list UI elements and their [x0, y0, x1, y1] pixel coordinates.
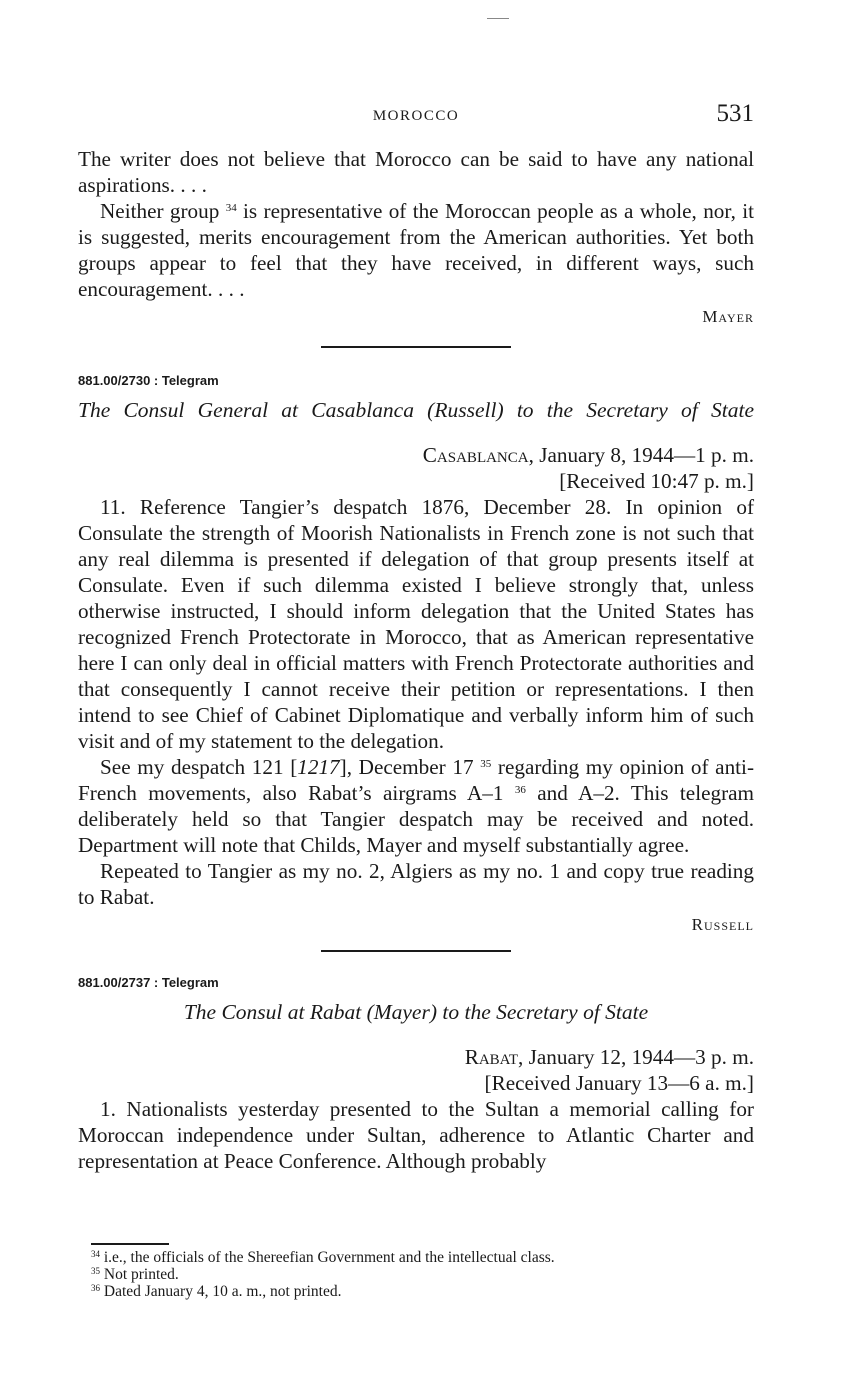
footnote-ref: 35: [480, 758, 492, 770]
footnote-divider: [91, 1243, 169, 1245]
section-divider: [321, 346, 511, 348]
signature: Russell: [691, 915, 754, 934]
footnote: [91, 1249, 754, 1266]
title-text: ) to the Secretary of State: [429, 1000, 649, 1024]
received-line: [Received 10:47 p. m.]: [559, 469, 754, 493]
footnote: [91, 1266, 754, 1283]
footnote-mark: 34: [91, 1249, 100, 1259]
dateline: [78, 442, 754, 468]
footnote-text: Not printed.: [103, 1266, 179, 1283]
title-text: The Consul at Rabat (: [183, 1000, 374, 1024]
section-divider: [321, 950, 511, 952]
paragraph: The writer does not believe that Morocco can be said to have any national aspirations. . . .: [78, 147, 754, 197]
text-run: Neither group: [100, 199, 220, 223]
title-text: ) to the Secretary of State: [496, 398, 754, 422]
footnote-ref: 36: [514, 784, 526, 796]
page-number: 531: [716, 100, 754, 127]
document-title: [78, 396, 754, 424]
signature: Mayer: [702, 307, 754, 326]
text-run: ], December 17: [339, 755, 474, 779]
title-text: The Consul General at Casablanca (: [78, 398, 435, 422]
file-number: 881.00/2730 : Telegram: [78, 373, 219, 388]
dateline-place: Rabat,: [464, 1045, 524, 1069]
running-title: MOROCCO: [372, 108, 460, 124]
paragraph: Repeated to Tangier as my no. 2, Algiers as my no. 1 and copy true reading to Rabat.: [78, 859, 754, 909]
italic-text: 1217: [297, 755, 340, 779]
paragraph: [78, 198, 754, 302]
top-edge-mark: [487, 18, 509, 19]
footnote-mark: 35: [91, 1266, 100, 1276]
title-name: Russell: [434, 398, 497, 422]
file-number: 881.00/2737 : Telegram: [78, 975, 219, 990]
footnote: [91, 1283, 754, 1300]
paragraph: 11. Reference Tangier’s despatch 1876, December 28. In opinion of Consulate the strength of Moorish Nationalists in French zone is not such that any real dilemma is presented if delegation of that group presents itself at Consulate. Even if such dilemma existed I believe strongly that, unless otherwise instructed, I should inform delegation that the United States has recognized French Protectorate in Morocco, that as American representative here I can only deal in official matters with French Protectorate authorities and that consequently I cannot receive their petition or representations. I then intend to see Chief of Cabinet Diplomatique and verbally inform him of such visit and of my statement to the delegation.: [78, 495, 754, 753]
footnote-mark: 36: [91, 1283, 100, 1293]
text-run: See my despatch 121 [: [100, 755, 298, 779]
text-run: is representative of the Moroccan people as a whole, nor, it is suggested, merits encouragement from the American authorities. Yet both groups appear to feel that they have received, in different ways, such encouragement. . . .: [78, 199, 755, 301]
page-header: [78, 100, 754, 132]
paragraph: 1. Nationalists yesterday presented to the Sultan a memorial calling for Moroccan independence under Sultan, adherence to Atlantic Charter and representation at Peace Conference. Although probably: [78, 1097, 754, 1173]
received-line: [Received January 13—6 a. m.]: [484, 1071, 754, 1095]
dateline-date: January 8, 1944—1 p. m.: [539, 443, 754, 467]
text-run: regarding my opinion of anti-French movements, also Rabat’s airgrams A–1: [78, 755, 754, 805]
footnote-ref: 34: [225, 202, 237, 214]
document-title: [78, 998, 754, 1026]
footnotes: [91, 1249, 754, 1300]
dateline: [78, 1044, 754, 1070]
paragraph: [78, 754, 754, 858]
dateline-place: Casablanca,: [422, 443, 534, 467]
footnote-text: i.e., the officials of the Shereefian Government and the intellectual class.: [103, 1249, 555, 1266]
footnote-text: Dated January 4, 10 a. m., not printed.: [103, 1283, 342, 1300]
dateline-date: January 12, 1944—3 p. m.: [528, 1045, 754, 1069]
title-name: Mayer: [373, 1000, 430, 1024]
page-body: [78, 146, 754, 1174]
text-run: and A–2. This telegram deliberately held so that Tangier despatch may be received and noted. Department will note that Childs, Mayer and myself substantially agree.: [78, 781, 755, 857]
